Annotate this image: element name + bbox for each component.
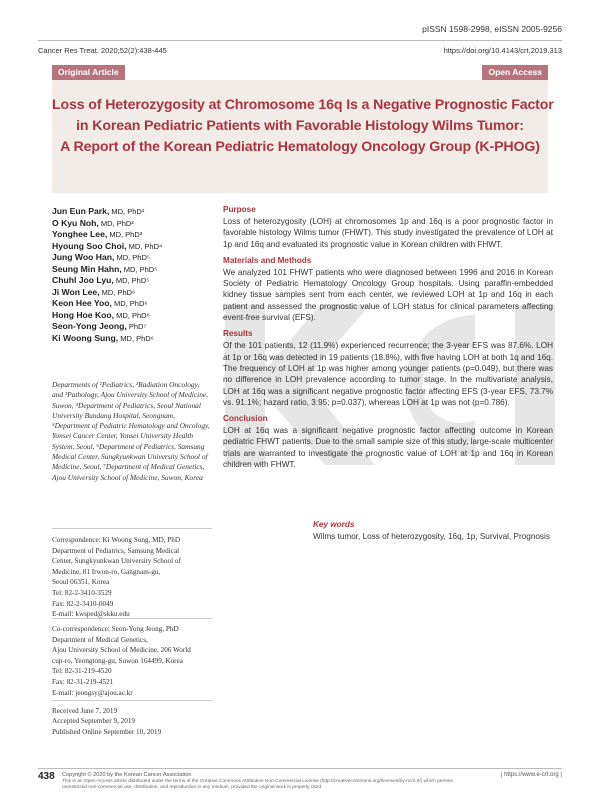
author-entry: Jun Eun Park, MD, PhD¹ (52, 206, 145, 216)
author-entry: O Kyu Noh, MD, PhD² (52, 217, 134, 228)
author-list (52, 206, 212, 344)
article-dates (52, 706, 212, 737)
section-text-conclusion: LOH at 16q was a significant negative prognostic factor affecting outcome in Korean pediatric FHWT patients. Due to the small sample size of this study, large-scale multicenter trials are warranted to investigate the prognostic value of LOH at 1p and 16q in Korean children with FHWT. (223, 426, 553, 470)
author-entry: Ji Won Lee, MD, PhD⁶ (52, 286, 136, 297)
co-correspondence-block: Co-correspondence: Seon-Yong Jeong, PhD Department of Medical Genetics, Ajou University School of Medicine, 206 World cup-ro, Yeongtong-gu, Suwon 164499, Korea Tel: 82-31-219-4520 Fax: 82-31-219-4521 E-mail: jeongsy@ajou.ac.kr (52, 624, 217, 698)
section-heading-results: Results (223, 329, 253, 339)
affiliations: Departments of ¹Pediatrics, ²Radiation Oncology, and ³Pathology, Ajou University School of Medicine, Suwon, ⁴Department of Pediatrics, Seoul National University Bundang Hospital, Seongnam, ⁵Department of Pediatric Hematology and Oncology, Yonsei Cancer Center, Yonsei University Health System, Seoul, ⁶Department of Pediatrics, Samsung Medical Center, Sungkyunkwan University School of Medicine, Seoul, ⁷Department of Medical Genetics, Ajou University School of Medicine, Suwon, Korea (52, 380, 210, 482)
abstract (223, 205, 553, 476)
doi-link[interactable]: https://doi.org/10.4143/crt.2019.313 (443, 46, 562, 55)
section-text-results: Of the 101 patients, 12 (11.9%) experienced recurrence; the 3-year EFS was 87.6%. LOH at 1p or 16q was detected in 19 patients (18.8%), with five having LOH at both 1q and 16q. The frequency of LOH at 1p was higher among younger patients (p=0.049), but there was no difference in LOH prevalence according to tumor stage. In the multivariate analysis, LOH at 16q was a significant negative prognostic factor affecting EFS (3-year EFS, 73.7% vs. 91.1%; hazard ratio, 3.95; p=0.037), whereas LOH at 1p was not (p=0.786). (223, 341, 553, 407)
divider (52, 528, 212, 529)
correspondence-email[interactable]: E-mail: kwsped@skku.edu (52, 610, 130, 619)
received-date: Received June 7, 2019 (52, 707, 118, 715)
author-entry: Yonghee Lee, MD, PhD³ (52, 229, 143, 239)
author-entry: Chuhl Joo Lyu, MD, PhD⁵ (52, 275, 150, 285)
title-line: A Report of the Korean Pediatric Hematology Oncology Group (K-PHOG) (60, 139, 540, 155)
section-text-purpose: Loss of heterozygosity (LOH) at chromosomes 1p and 16q is a poor prognostic factor in favorable histology Wilms tumor (FHWT). This study investigated the prevalence of LOH at 1p and 16q and evaluated its prognostic value in Korean children with FHWT. (223, 217, 553, 249)
co-correspondence-email[interactable]: E-mail: jeongsy@ajou.ac.kr (52, 688, 133, 697)
article-type-badge: Original Article (52, 65, 125, 80)
title-box (52, 80, 554, 193)
author-entry: Jung Woo Han, MD, PhD⁵ (52, 252, 151, 262)
footer-divider (38, 768, 562, 769)
article-title (52, 95, 554, 158)
author-entry: Hyoung Soo Choi, MD, PhD⁴ (52, 240, 163, 251)
keywords-text: Wilms tumor, Loss of heterozygosity, 16q, 1p, Survival, Prognosis (313, 532, 550, 541)
author-entry: Seon-Yong Jeong, PhD⁷ (52, 321, 147, 331)
section-heading-conclusion: Conclusion (223, 414, 268, 424)
keywords-heading: Key words (313, 520, 355, 529)
journal-reference: Cancer Res Treat. 2020;52(2):438-445 (38, 46, 167, 55)
issn-line: pISSN 1598-2998, eISSN 2005-9256 (422, 24, 562, 34)
author-entry: Keon Hee Yoo, MD, PhD⁶ (52, 298, 148, 308)
section-heading-purpose: Purpose (223, 205, 256, 214)
title-line: in Korean Pediatric Patients with Favorable Histology Wilms Tumor: (76, 118, 524, 134)
copyright-line: Copyright © 2020 by the Korean Cancer Association (62, 772, 192, 778)
page-number: 438 (38, 771, 55, 782)
author-entry: Seung Min Hahn, MD, PhD⁵ (52, 263, 158, 274)
journal-url[interactable]: | https://www.e-crt.org | (500, 772, 562, 778)
header-divider (38, 40, 562, 41)
open-access-badge: Open Access (482, 65, 548, 80)
author-entry: Hong Hoe Koo, MD, PhD⁶ (52, 309, 150, 320)
divider (52, 618, 212, 619)
section-heading-methods: Materials and Methods (223, 255, 312, 265)
author-entry: Ki Woong Sung, MD, PhD⁶ (52, 332, 154, 343)
correspondence-block: Correspondence: Ki Woong Sung, MD, PhD Department of Pediatrics, Samsung Medical Center, Sungkyunkwan University School of Medicine, 81 Irwon-ro, Gangnam-gu, Seoul 06351, Korea Tel: 82-2-3410-3529 Fax: 82-2-3410-0049 E-mail: kwsped@skku.edu (52, 535, 217, 620)
accepted-date: Accepted September 9, 2019 (52, 717, 136, 726)
section-text-methods: We analyzed 101 FHWT patients who were diagnosed between 1996 and 2016 in Korean Society of Pediatric Hematology Oncology Group hospitals. Using paraffin-embedded kidney tissue samples sent from each center, we reviewed LOH at 1p and 16q in each patient and assessed the prognostic value of LOH status for clinical parameters affecting event-free survival (EFS). (223, 267, 553, 323)
title-line: Loss of Heterozygosity at Chromosome 16q Is a Negative Prognostic Factor (52, 97, 554, 113)
divider (52, 700, 212, 701)
published-date: Published Online September 10, 2019 (52, 727, 162, 736)
license-text: This is an Open-Access article distributed under the terms of the Creative Commons Attribution Non-Commercial License (http://creativecommons.org/licenses/by-nc/4.0/) which permits unrestricted non-commercial use, distribution, and reproduction in any medium, provided the original work is properly cited. (62, 779, 453, 791)
